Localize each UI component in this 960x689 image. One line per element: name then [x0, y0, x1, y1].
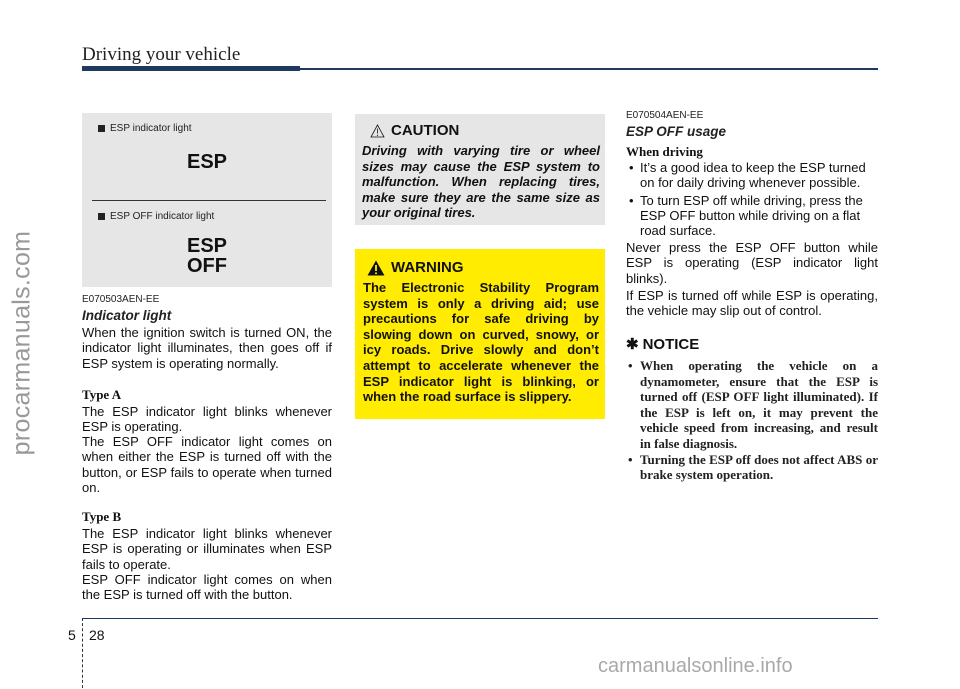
esp-off-paragraph-1: Never press the ESP OFF button while ESP is operating (ESP indicator light blinks). — [626, 240, 878, 286]
esp-off-paragraph-2: If ESP is turned off while ESP is operating, the vehicle may slip out of control. — [626, 288, 878, 319]
notice-title — [626, 335, 699, 353]
notice-item-text: Turning the ESP off does not affect ABS or brake system operation. — [640, 451, 878, 483]
esp-indicator-symbol: ESP — [186, 151, 228, 173]
caution-title-text: CAUTION — [391, 122, 460, 139]
indicator-divider — [92, 200, 326, 201]
footer-vertical-rule — [82, 618, 83, 688]
warning-triangle-icon — [367, 260, 385, 276]
list-item-text: It’s a good idea to keep the ESP turned on for daily driving whenever possible. — [640, 160, 866, 191]
watermark-left-text: procarmanuals.com — [7, 230, 36, 456]
indicator-intro-paragraph: When the ignition switch is turned ON, the indicator light illuminates, then goes off if ESP system is operating normally. — [82, 325, 332, 371]
esp-off-indicator-label — [98, 211, 214, 222]
warning-title — [367, 259, 464, 276]
section-code: E070503AEN-EE — [82, 294, 160, 305]
notice-list — [626, 358, 878, 483]
esp-indicator-label-text: ESP indicator light — [110, 123, 192, 134]
warning-title-text: WARNING — [391, 259, 464, 276]
square-bullet-icon — [98, 213, 105, 220]
esp-indicator-label — [98, 123, 192, 134]
list-item — [626, 358, 878, 452]
type-a-paragraph-1: The ESP indicator light blinks whenever ESP is operating. — [82, 404, 332, 435]
header-rule-thick — [82, 66, 300, 71]
bullet-dot-icon: • — [629, 192, 634, 208]
bullet-dot-icon: • — [629, 160, 634, 175]
section-subtitle-2: ESP OFF usage — [626, 124, 727, 139]
chapter-number: 5 — [68, 627, 76, 643]
footer-rule — [82, 618, 878, 619]
esp-off-indicator-symbol — [175, 236, 239, 276]
list-item — [626, 452, 878, 483]
type-b-paragraph-2: ESP OFF indicator light comes on when the ESP is turned off with the button. — [82, 572, 332, 603]
caution-body: Driving with varying tire or wheel sizes may cause the ESP system to malfunction. When replacing tires, make sure they are the same size as your original tires. — [362, 143, 600, 221]
bullet-dot-icon: • — [628, 358, 633, 373]
type-b-heading: Type B — [82, 509, 122, 524]
warning-body: The Electronic Stability Program system is only a driving aid; use precautions for safe driving by slowing down on curved, snowy, or icy roads. Drive slowly and don’t attempt to accelerate whenever the ESP indicator light is blinking, or when the road surface is slippery. — [363, 280, 599, 405]
watermark-left — [2, 178, 42, 508]
section-subtitle: Indicator light — [82, 308, 172, 323]
page-number: 28 — [89, 627, 105, 643]
section-code-2: E070504AEN-EE — [626, 110, 704, 121]
caution-triangle-icon — [370, 124, 385, 138]
list-item — [626, 193, 878, 239]
type-b-paragraph-1: The ESP indicator light blinks whenever ESP is operating or illuminates when ESP fails to operate. — [82, 526, 332, 572]
when-driving-heading: When driving — [626, 144, 703, 159]
esp-off-usage-list — [626, 160, 878, 240]
notice-item-text: When operating the vehicle on a dynamometer, ensure that the ESP is turned off (ESP OFF light illuminated). If the ESP is left on, it may prevent the vehicle speed from increasing, and result in false diagnosis. — [640, 358, 878, 451]
notice-star-icon: ✱ — [626, 336, 639, 353]
esp-off-symbol-line1: ESP — [186, 235, 228, 257]
watermark-bottom: carmanualsonline.info — [598, 655, 793, 677]
list-item-text: To turn ESP off while driving, press the ESP OFF button while driving on a flat road surface. — [640, 192, 863, 239]
esp-off-indicator-label-text: ESP OFF indicator light — [110, 211, 215, 222]
notice-title-text: NOTICE — [642, 335, 700, 353]
square-bullet-icon — [98, 125, 105, 132]
type-a-heading: Type A — [82, 387, 122, 402]
caution-title — [370, 122, 459, 139]
type-a-paragraph-2: The ESP OFF indicator light comes on when either the ESP is turned off with the button, or ESP fails to operate when turned on. — [82, 434, 332, 495]
esp-off-symbol-line2: OFF — [187, 255, 227, 277]
page-header-title: Driving your vehicle — [82, 44, 241, 65]
bullet-dot-icon: • — [628, 451, 633, 467]
header-rule-thin — [300, 68, 878, 70]
list-item — [626, 160, 878, 191]
